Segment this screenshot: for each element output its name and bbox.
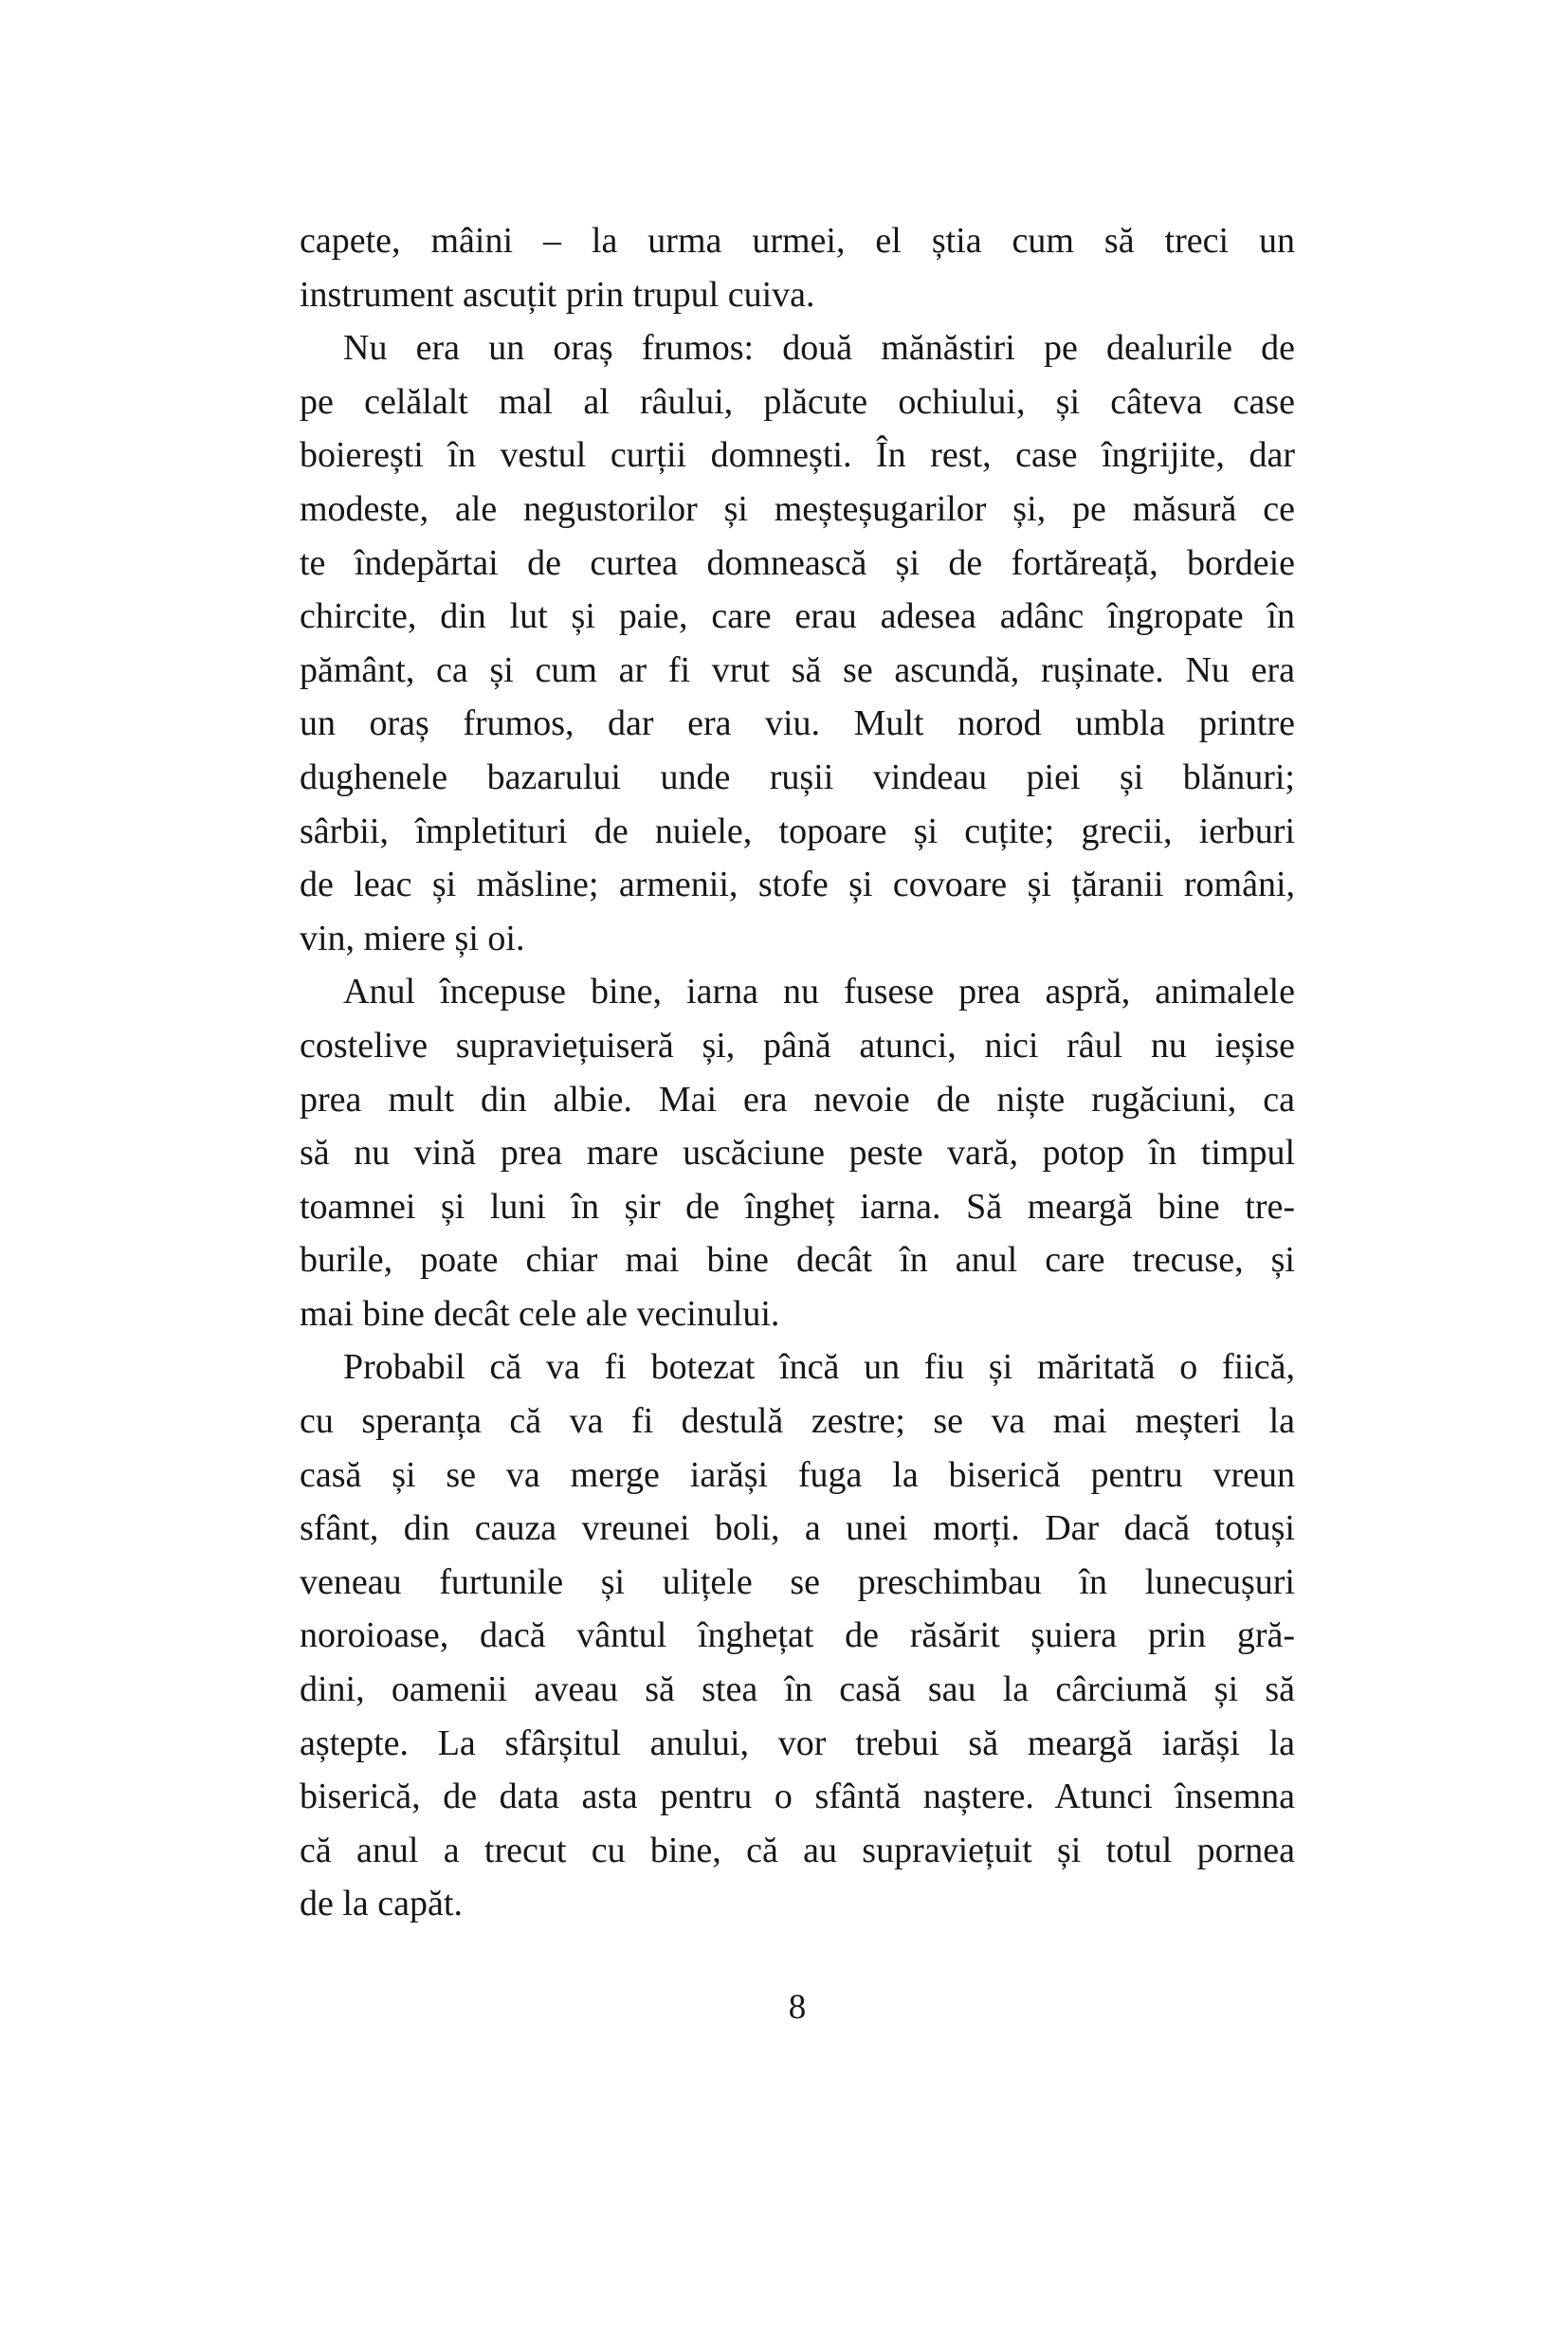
text-line: mai bine decât cele ale vecinului. [300,1293,780,1334]
text-line: de la capăt. [300,1884,463,1924]
text-line: instrument ascuțit prin trupul cuiva. [300,274,815,315]
text-line: casă și se va merge iarăși fuga la biserică pentru vreun [300,1454,1295,1495]
text-line: noroioase, dacă vântul înghețat de răsărit șuiera prin gră- [300,1615,1295,1656]
paragraph [300,965,1295,1340]
text-line: Probabil că va fi botezat încă un fiu și măritată o fiică, [343,1347,1295,1388]
page-text [300,214,1295,1931]
text-line: de leac și măsline; armenii, stofe și covoare și țăranii români, [300,865,1295,905]
text-line: modeste, ale negustorilor și meșteșugarilor și, pe măsură ce [300,488,1295,529]
text-line: costelive supraviețuiseră și, până atunci, nici râul nu ieșise [300,1025,1295,1066]
text-line: biserică, de data asta pentru o sfântă naștere. Atunci însemna [300,1777,1295,1817]
paragraph [300,214,1295,321]
text-line: vin, miere și oi. [300,918,525,958]
text-line: chircite, din lut și paie, care erau adesea adânc îngropate în [300,596,1295,637]
text-line: pe celălalt mal al râului, plăcute ochiului, și câteva case [300,381,1295,422]
text-line: aștepte. La sfârșitul anului, vor trebui să meargă iarăși la [300,1722,1295,1763]
text-line: că anul a trecut cu bine, că au supraviețuit și totul pornea [300,1830,1295,1870]
paragraph [300,1340,1295,1931]
text-line: cu speranța că va fi destulă zestre; se va mai meșteri la [300,1401,1295,1442]
text-line: pământ, ca și cum ar fi vrut să se ascundă, rușinate. Nu era [300,649,1295,690]
text-line: te îndepărtai de curtea domnească și de fortăreață, bordeie [300,542,1295,583]
text-line: dini, oamenii aveau să stea în casă sau la cârciumă și să [300,1669,1295,1710]
text-line: sârbii, împletituri de nuiele, topoare și cuțite; grecii, ierburi [300,811,1295,851]
text-line: capete, mâini – la urma urmei, el știa cum să treci un [300,221,1295,261]
text-line: sfânt, din cauza vreunei boli, a unei morți. Dar dacă totuși [300,1508,1295,1549]
text-line: dughenele bazarului unde rușii vindeau piei și blănuri; [300,756,1295,797]
text-line: să nu vină prea mare uscăciune peste vară, potop în timpul [300,1133,1295,1174]
text-line: toamnei și luni în șir de îngheț iarna. Să meargă bine tre- [300,1186,1295,1227]
text-line: Anul începuse bine, iarna nu fusese prea aspră, animalele [343,972,1295,1012]
page-number: 8 [788,1988,807,2027]
text-line: Nu era un oraș frumos: două mănăstiri pe dealurile de [343,328,1295,369]
text-line: burile, poate chiar mai bine decât în anul care trecuse, și [300,1240,1295,1281]
text-line: veneau furtunile și ulițele se preschimbau în lunecușuri [300,1561,1295,1602]
text-line: prea mult din albie. Mai era nevoie de niște rugăciuni, ca [300,1079,1295,1120]
text-line: boierești în vestul curții domnești. În rest, case îngrijite, dar [300,435,1295,476]
text-line: un oraș frumos, dar era viu. Mult norod umbla printre [300,703,1295,744]
paragraph [300,321,1295,965]
